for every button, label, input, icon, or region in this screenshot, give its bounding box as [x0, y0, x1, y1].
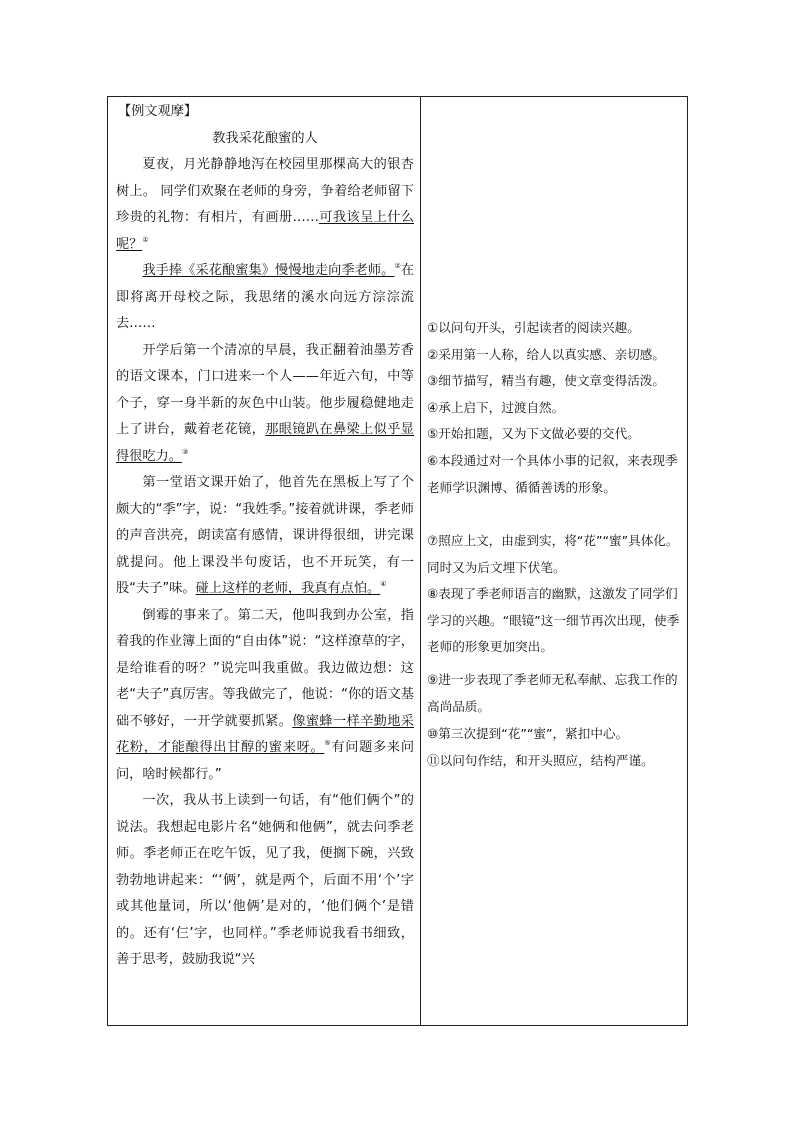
paragraph-1: 夏夜，月光静静地泻在校园里那棵高大的银杏树上。 同学们欢聚在老师的身旁，争着给老师留下珍贵的礼物：有相片，有画册……可我该呈上什么呢？①: [116, 157, 415, 252]
paragraph-5: 倒霉的事来了。第二天，他叫我到办公室，指着我的作业簿上面的“自由体”说：“这样潦草的字，是给谁看的呀？”说完叫我重做。我边做边想：这老“夫子”真厉害。等我做完了，他说：“你的语文基础不够好，一开学就要抓紧。像蜜蜂一样辛勤地采花粉，才能酿得出甘醇的蜜来呀。⑤有问题多来问问，啥时候都行。”: [116, 607, 415, 782]
annotation-7: ⑦照应上文，由虚到实，将“花”“蜜”具体化。同时又为后文埋下伏笔。: [427, 533, 679, 575]
paragraph-2: 我手捧《采花酿蜜集》慢慢地走向季老师。②在即将离开母校之际，我思绪的溪水向远方淙淙流去……: [116, 262, 414, 331]
article-title: 教我采花酿蜜的人: [212, 130, 318, 146]
paragraph-6: 一次，我从书上读到一句话，有“他们俩个”的说法。我想起电影片名“她俩和他俩”，就去问季老师。季老师正在吃午饭，见了我，便搁下碗，兴致勃勃地讲起来：“‘俩’，就是两个，后面不用‘个’字或其他量词，所以‘他俩’是对的，‘他们俩个’是错的。还有‘仨’字，也同样。”季老师说我看书细致，善于思考，鼓励我说“兴: [116, 793, 414, 967]
annotation-11: ⑪以问句作结，和开头照应，结构严谨。: [427, 753, 654, 768]
paragraph-4: 第一堂语文课开始了，他首先在黑板上写了个颇大的“季”字，说：“我姓季。”接着就讲课，季老师的声音洪亮，朗读富有感情，课讲得很细，讲完课就提问。他上课没半句废话，也不开玩笑，有一股“夫子”味。碰上这样的老师，我真有点怕。④: [116, 475, 414, 596]
annotation-3: ③细节描写，精当有趣，使文章变得活泼。: [427, 373, 665, 388]
article-column: [108, 97, 420, 1025]
annotation-6: ⑥本段通过对一个具体小事的记叙，来表现季老师学识渊博、循循善诱的形象。: [427, 453, 678, 495]
annotation-8: ⑧表现了季老师语言的幽默，这激发了同学们学习的兴趣。“眼镜”这一细节再次出现，使季老师的形象更加突出。: [427, 586, 680, 654]
annotation-1: ①以问句开头，引起读者的阅读兴趣。: [427, 320, 640, 335]
annotation-10: ⑩第三次提到“花”“蜜”，紧扣中心。: [427, 726, 629, 741]
section-label: 【例文观摩】: [118, 104, 198, 119]
annotation-9: ⑨进一步表现了季老师无私奉献、忘我工作的高尚品质。: [427, 672, 678, 714]
annotation-4: ④承上启下，过渡自然。: [427, 400, 565, 415]
annotation-5: ⑤开始扣题，又为下文做必要的交代。: [427, 426, 640, 441]
example-table: [107, 96, 688, 1026]
annotation-2: ②采用第一人称，给人以真实感、亲切感。: [427, 347, 665, 362]
annotation-column: [421, 97, 687, 1025]
paragraph-3: 开学后第一个清凉的早晨，我正翻着油墨芳香的语文课本，门口进来一个人——年近六旬，中等个子，穿一身半新的灰色中山装。他步履稳健地走上了讲台，戴着老花镜，那眼镜趴在鼻梁上似乎显得很吃力。③: [116, 342, 414, 464]
